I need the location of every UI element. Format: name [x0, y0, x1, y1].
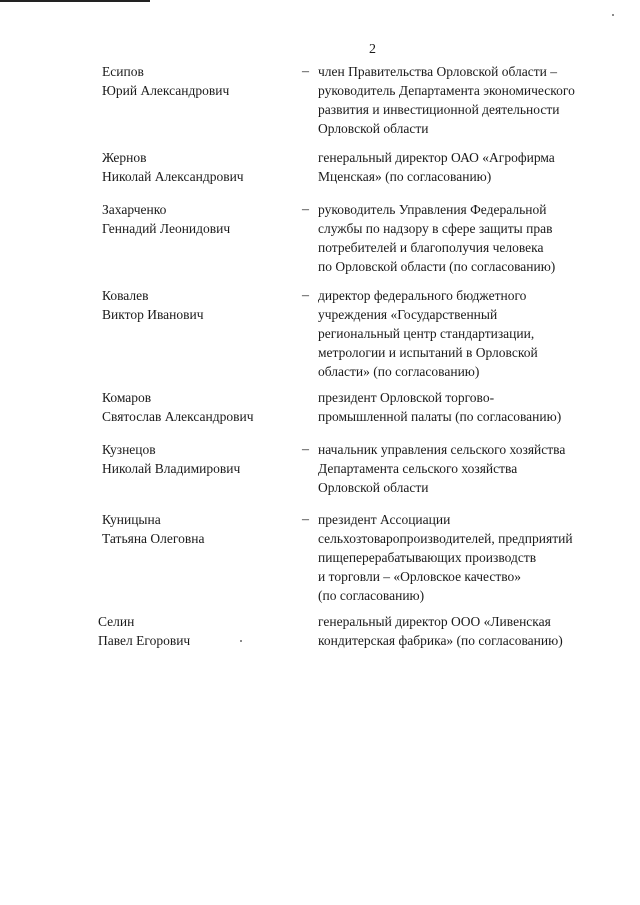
position-line: генеральный директор ОАО «Агрофирма — [318, 150, 555, 165]
position-line: кондитерская фабрика» (по согласованию) — [318, 633, 563, 648]
dash-separator: – — [302, 202, 309, 217]
position-line: промышленной палаты (по согласованию) — [318, 409, 562, 424]
member-position — [318, 612, 628, 650]
position-line: (по согласованию) — [318, 588, 425, 603]
member-given-names: Павел Егорович — [98, 633, 191, 648]
member-surname: Комаров — [102, 390, 152, 405]
member-given-names: Святослав Александрович — [102, 409, 254, 424]
member-surname: Ковалев — [102, 288, 149, 303]
position-line: Орловской области — [318, 121, 429, 136]
position-line: и торговли – «Орловское качество» — [318, 569, 522, 584]
position-line: развития и инвестиционной деятельности — [318, 102, 560, 117]
member-position — [318, 200, 628, 276]
position-line: метрологии и испытаний в Орловской — [318, 345, 538, 360]
position-line: Департамента сельского хозяйства — [318, 461, 518, 476]
position-line: пищеперерабатывающих производств — [318, 550, 537, 565]
member-position — [318, 388, 628, 426]
scan-speck — [612, 14, 614, 16]
member-position — [318, 286, 628, 381]
member-name — [102, 286, 204, 324]
position-line: генеральный директор ООО «Ливенская — [318, 614, 551, 629]
member-name — [102, 388, 254, 426]
position-line: сельхозтоваропроизводителей, предприятий — [318, 531, 573, 546]
member-surname: Жернов — [102, 150, 147, 165]
member-name — [102, 510, 204, 548]
dash-separator: – — [302, 512, 309, 527]
position-line: президент Ассоциации — [318, 512, 451, 527]
position-line: руководитель Департамента экономического — [318, 83, 575, 98]
dash-separator: – — [302, 64, 309, 79]
member-given-names: Николай Александрович — [102, 169, 244, 184]
member-name — [102, 200, 230, 238]
position-line: начальник управления сельского хозяйства — [318, 442, 566, 457]
member-position — [318, 510, 628, 605]
position-line: Орловской области — [318, 480, 429, 495]
member-name — [102, 148, 244, 186]
position-line: президент Орловской торгово- — [318, 390, 495, 405]
member-given-names: Виктор Иванович — [102, 307, 204, 322]
member-name — [98, 612, 190, 650]
page-number: 2 — [369, 42, 376, 57]
position-line: директор федерального бюджетного — [318, 288, 527, 303]
member-position — [318, 62, 628, 138]
member-given-names: Николай Владимирович — [102, 461, 241, 476]
member-position — [318, 148, 628, 186]
position-line: области» (по согласованию) — [318, 364, 480, 379]
member-given-names: Юрий Александрович — [102, 83, 230, 98]
member-given-names: Татьяна Олеговна — [102, 531, 205, 546]
scan-edge-line — [0, 0, 150, 2]
member-given-names: Геннадий Леонидович — [102, 221, 231, 236]
scan-speck — [240, 640, 242, 642]
position-line: службы по надзору в сфере защиты прав — [318, 221, 553, 236]
position-line: по Орловской области (по согласованию) — [318, 259, 556, 274]
member-surname: Есипов — [102, 64, 144, 79]
member-surname: Куницына — [102, 512, 161, 527]
dash-separator: – — [302, 288, 309, 303]
position-line: Мценская» (по согласованию) — [318, 169, 492, 184]
member-position — [318, 440, 628, 497]
member-surname: Кузнецов — [102, 442, 156, 457]
position-line: потребителей и благополучия человека — [318, 240, 544, 255]
member-name — [102, 440, 240, 478]
member-name — [102, 62, 229, 100]
position-line: учреждения «Государственный — [318, 307, 498, 322]
position-line: руководитель Управления Федеральной — [318, 202, 547, 217]
dash-separator: – — [302, 442, 309, 457]
member-surname: Захарченко — [102, 202, 167, 217]
position-line: региональный центр стандартизации, — [318, 326, 535, 341]
member-surname: Селин — [98, 614, 135, 629]
position-line: член Правительства Орловской области – — [318, 64, 558, 79]
